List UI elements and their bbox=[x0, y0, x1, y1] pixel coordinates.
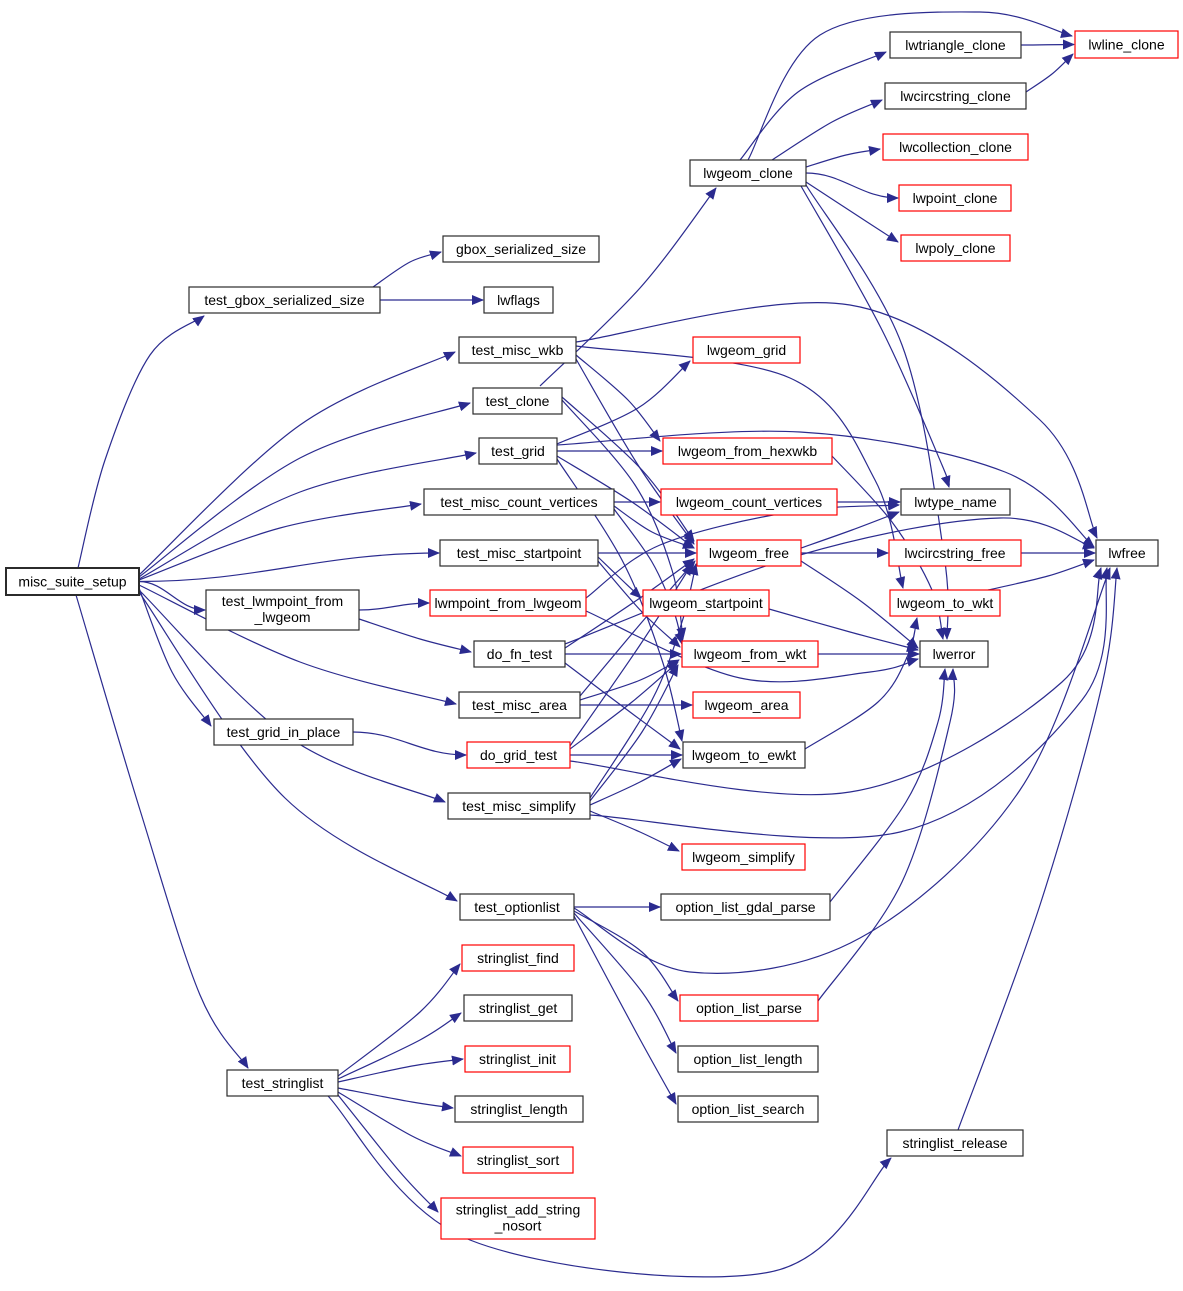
node-misc_suite_setup bbox=[6, 568, 139, 595]
edge-test_optionlist-option_list_parse bbox=[574, 911, 678, 1001]
node-label: lwcircstring_free bbox=[904, 545, 1006, 561]
edge-lwgeom_clone-lwtriangle_clone bbox=[740, 52, 886, 160]
edge-test_grid_in_place-do_grid_test bbox=[353, 732, 466, 755]
node-test_misc_simplify[interactable] bbox=[448, 793, 590, 819]
edge-lwgeom_clone-lwpoly_clone bbox=[806, 182, 898, 242]
edge-test_optionlist-option_list_length bbox=[574, 913, 676, 1053]
node-lwflags[interactable] bbox=[484, 287, 553, 313]
node-label: lwtype_name bbox=[914, 494, 997, 510]
edge-option_list_gdal_parse-lwerror bbox=[830, 669, 945, 902]
node-lwgeom_to_ewkt[interactable] bbox=[683, 742, 805, 768]
node-lwgeom_free[interactable] bbox=[697, 540, 801, 566]
edge-lwgeom_free-lwtype_name bbox=[801, 512, 899, 548]
edge-test_misc_startpoint-lwgeom_startpoint bbox=[598, 557, 641, 598]
node-test_misc_startpoint[interactable] bbox=[440, 540, 598, 566]
node-label-line-0: stringlist_add_string bbox=[455, 1201, 581, 1218]
node-gbox_serialized_size[interactable] bbox=[443, 236, 599, 262]
node-label: test_grid_in_place bbox=[226, 724, 341, 740]
node-label: stringlist_get bbox=[478, 1000, 558, 1016]
node-label: test_clone bbox=[485, 393, 550, 409]
node-label: lwfree bbox=[1108, 545, 1146, 561]
node-do_fn_test[interactable] bbox=[474, 641, 565, 667]
node-lwgeom_grid[interactable] bbox=[693, 337, 800, 363]
node-label: stringlist_find bbox=[477, 950, 559, 966]
node-label: stringlist_init bbox=[478, 1051, 557, 1067]
node-label: lwgeom_from_wkt bbox=[693, 646, 807, 662]
edge-test_grid-lwgeom_grid bbox=[557, 361, 690, 444]
node-lwgeom_area[interactable] bbox=[693, 692, 800, 718]
node-lwgeom_startpoint[interactable] bbox=[643, 590, 769, 616]
edge-test_optionlist-lwfree bbox=[574, 568, 1110, 973]
node-label: test_misc_startpoint bbox=[456, 545, 582, 561]
node-lwgeom_simplify[interactable] bbox=[682, 844, 805, 870]
node-label: test_optionlist bbox=[474, 899, 560, 915]
node-stringlist_length[interactable] bbox=[455, 1096, 583, 1122]
node-test_misc_area[interactable] bbox=[459, 692, 580, 718]
node-stringlist_find[interactable] bbox=[462, 945, 574, 971]
node-label: lwgeom_startpoint bbox=[649, 595, 763, 611]
node-label-line-1: _nosort bbox=[494, 1217, 542, 1234]
node-label: do_grid_test bbox=[479, 747, 558, 763]
node-do_grid_test[interactable] bbox=[467, 742, 570, 768]
node-test_stringlist[interactable] bbox=[227, 1070, 338, 1096]
node-option_list_gdal_parse[interactable] bbox=[661, 894, 830, 920]
edge-test_stringlist-stringlist_add_string_nosort bbox=[338, 1095, 438, 1212]
edge-misc_suite_setup-test_misc_wkb bbox=[139, 352, 455, 575]
node-test_misc_count_vertices[interactable] bbox=[424, 489, 614, 515]
node-label: lwgeom_from_hexwkb bbox=[677, 443, 818, 459]
edge-misc_suite_setup-test_lwmpoint_from_lwgeom bbox=[139, 582, 205, 611]
node-option_list_parse[interactable] bbox=[680, 995, 818, 1021]
edge-test_misc_simplify-lwgeom_from_wkt bbox=[590, 665, 678, 801]
node-lwpoly_clone[interactable] bbox=[901, 235, 1010, 261]
edge-test_stringlist-stringlist_get bbox=[338, 1013, 461, 1079]
node-label: option_list_search bbox=[691, 1101, 805, 1117]
node-lwmpoint_from_lwgeom[interactable] bbox=[430, 590, 586, 616]
node-label: lwgeom_area bbox=[704, 697, 789, 713]
node-test_lwmpoint_from_lwgeom[interactable] bbox=[206, 590, 359, 630]
node-label: test_gbox_serialized_size bbox=[204, 292, 365, 308]
node-label: test_grid bbox=[491, 443, 545, 459]
node-label: test_misc_simplify bbox=[462, 798, 576, 814]
node-label: test_misc_area bbox=[472, 697, 567, 713]
edge-lwtriangle_clone-lwline_clone bbox=[1021, 45, 1074, 46]
node-label: lwflags bbox=[497, 292, 540, 308]
node-label-line-0: test_lwmpoint_from bbox=[221, 593, 344, 609]
node-label: lwgeom_count_vertices bbox=[675, 494, 823, 510]
node-stringlist_init[interactable] bbox=[465, 1046, 570, 1072]
node-test_misc_wkb[interactable] bbox=[459, 337, 576, 363]
edge-test_misc_area-lwgeom_free bbox=[580, 561, 695, 696]
node-label: test_misc_count_vertices bbox=[440, 494, 598, 510]
node-label: lwcircstring_clone bbox=[900, 88, 1011, 104]
node-label: stringlist_length bbox=[470, 1101, 568, 1117]
node-stringlist_add_string_nosort[interactable] bbox=[441, 1198, 595, 1239]
edge-test_gbox_serialized_size-gbox_serialized_size bbox=[373, 252, 441, 287]
node-lwgeom_clone[interactable] bbox=[690, 160, 806, 186]
node-label: do_fn_test bbox=[486, 646, 553, 662]
node-label: lwgeom_free bbox=[708, 545, 790, 561]
node-label: lwline_clone bbox=[1088, 36, 1165, 53]
node-lwcircstring_clone[interactable] bbox=[885, 83, 1026, 109]
node-lwtype_name[interactable] bbox=[901, 489, 1010, 515]
edge-test_stringlist-stringlist_sort bbox=[338, 1092, 461, 1156]
node-label: misc_suite_setup bbox=[18, 573, 127, 590]
edge-lwgeom_clone-lwcollection_clone bbox=[806, 149, 880, 167]
edge-test_lwmpoint_from_lwgeom-do_fn_test bbox=[359, 619, 471, 652]
node-test_grid_in_place[interactable] bbox=[214, 719, 353, 745]
node-lwgeom_count_vertices[interactable] bbox=[661, 489, 837, 515]
edge-misc_suite_setup-test_stringlist bbox=[76, 595, 248, 1068]
node-option_list_length[interactable] bbox=[678, 1046, 818, 1072]
node-test_clone[interactable] bbox=[473, 388, 562, 414]
edge-misc_suite_setup-test_gbox_serialized_size bbox=[78, 316, 204, 568]
node-label: lwerror bbox=[932, 646, 976, 662]
node-lwgeom_from_wkt[interactable] bbox=[682, 641, 818, 667]
node-stringlist_get[interactable] bbox=[464, 995, 572, 1021]
node-label: lwmpoint_from_lwgeom bbox=[434, 595, 582, 611]
node-lwcollection_clone[interactable] bbox=[883, 134, 1028, 160]
node-label: gbox_serialized_size bbox=[456, 241, 586, 257]
node-label: stringlist_sort bbox=[476, 1152, 560, 1168]
node-test_gbox_serialized_size[interactable] bbox=[189, 287, 380, 313]
node-lwerror[interactable] bbox=[920, 641, 988, 667]
node-label: stringlist_release bbox=[902, 1135, 1008, 1151]
node-lwgeom_from_hexwkb[interactable] bbox=[663, 438, 832, 464]
node-label: lwgeom_to_wkt bbox=[896, 595, 994, 611]
node-lwfree[interactable] bbox=[1096, 540, 1158, 566]
node-option_list_search[interactable] bbox=[678, 1096, 818, 1122]
edge-misc_suite_setup-test_optionlist bbox=[139, 592, 457, 901]
node-label: test_stringlist bbox=[241, 1075, 324, 1091]
node-label: lwgeom_clone bbox=[703, 165, 793, 181]
edge-test_stringlist-stringlist_find bbox=[338, 964, 460, 1076]
node-label: lwpoint_clone bbox=[912, 190, 998, 206]
edge-misc_suite_setup-test_misc_startpoint bbox=[139, 553, 439, 582]
edge-lwcircstring_clone-lwline_clone bbox=[1026, 54, 1073, 92]
node-lwline_clone[interactable] bbox=[1075, 31, 1178, 58]
node-test_optionlist[interactable] bbox=[460, 894, 574, 920]
node-test_grid[interactable] bbox=[479, 438, 557, 464]
edge-test_clone-lwgeom_free bbox=[562, 397, 694, 541]
node-lwgeom_to_wkt[interactable] bbox=[890, 590, 1000, 616]
edge-lwgeom_clone-lwpoint_clone bbox=[806, 173, 898, 198]
edge-test_lwmpoint_from_lwgeom-lwmpoint_from_lwgeom bbox=[359, 603, 429, 610]
edge-do_fn_test-lwfree bbox=[565, 518, 1094, 644]
node-label: option_list_gdal_parse bbox=[675, 899, 816, 915]
node-label: lwgeom_grid bbox=[706, 342, 787, 358]
node-stringlist_sort[interactable] bbox=[463, 1147, 573, 1173]
node-stringlist_release[interactable] bbox=[887, 1130, 1023, 1156]
node-label: option_list_parse bbox=[696, 1000, 802, 1016]
node-label: lwcollection_clone bbox=[899, 139, 1012, 155]
node-label: option_list_length bbox=[693, 1051, 803, 1067]
edge-test_stringlist-stringlist_length bbox=[338, 1088, 453, 1108]
node-label: lwtriangle_clone bbox=[905, 37, 1006, 53]
node-label-line-1: _lwgeom bbox=[254, 609, 311, 625]
edge-lwgeom_to_ewkt-lwgeom_to_wkt bbox=[805, 618, 917, 749]
node-lwtriangle_clone[interactable] bbox=[890, 32, 1021, 58]
node-lwpoint_clone[interactable] bbox=[899, 185, 1011, 211]
node-label: lwpoly_clone bbox=[915, 240, 996, 256]
node-lwcircstring_free[interactable] bbox=[889, 540, 1021, 566]
node-label: test_misc_wkb bbox=[471, 342, 564, 358]
node-label: lwgeom_simplify bbox=[692, 849, 795, 865]
node-label: lwgeom_to_ewkt bbox=[691, 747, 797, 763]
edge-test_misc_simplify-lwgeom_simplify bbox=[590, 811, 679, 851]
